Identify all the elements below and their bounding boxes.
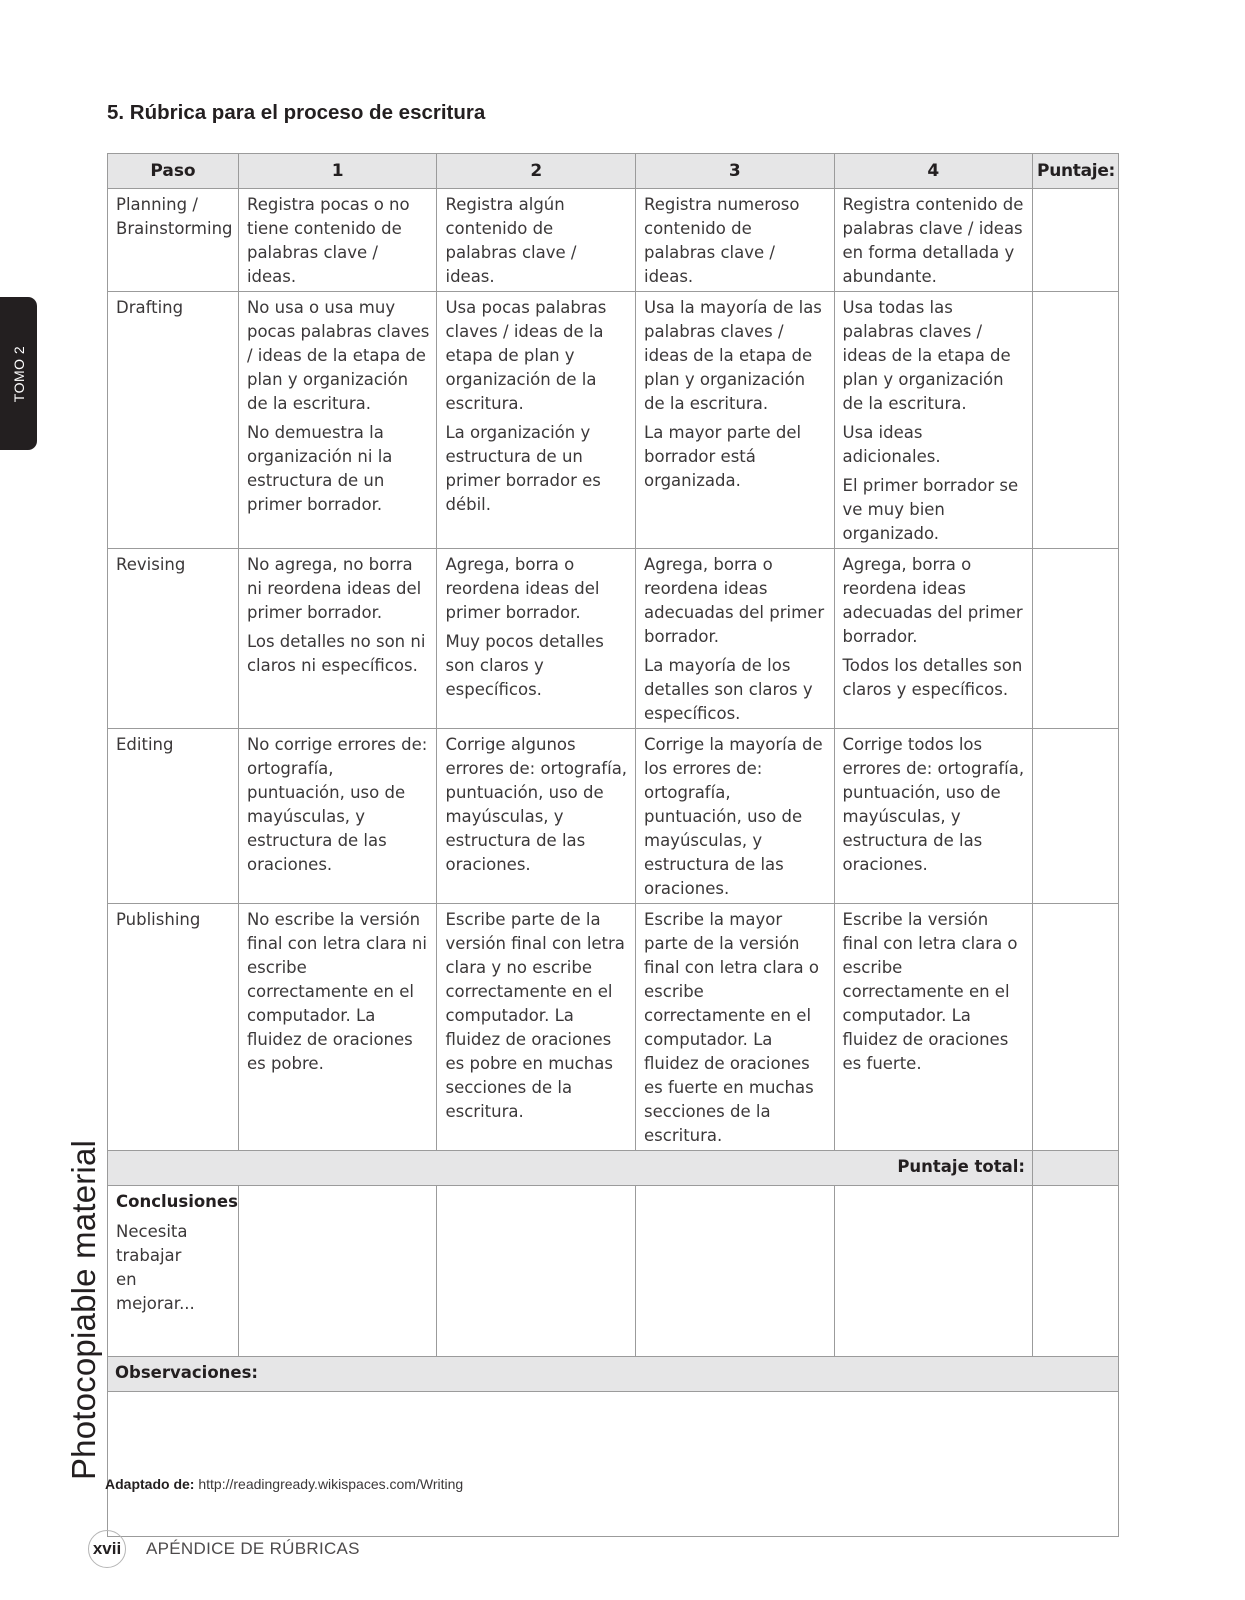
criteria-text: No corrige errores de: ortografía, puntuación, uso de mayúsculas, y estructura de las oraciones. — [246, 735, 428, 874]
criteria-cell — [636, 292, 835, 549]
criteria-text: Corrige todos los errores de: ortografía, puntuación, uso de mayúsculas, y estructura de las oraciones. — [842, 735, 1025, 874]
criteria-text: Corrige algunos errores de: ortografía, puntuación, uso de mayúsculas, y estructura de las oraciones. — [445, 735, 628, 874]
table-row — [108, 904, 1119, 1151]
conclusions-cell — [108, 1186, 239, 1357]
conclusions-blank-cell[interactable] — [1033, 1186, 1119, 1357]
step-cell: Revising — [108, 549, 239, 729]
criteria-cell — [238, 729, 437, 904]
criteria-text: Registra contenido de palabras clave / ideas en forma detallada y abundante. — [842, 195, 1024, 286]
criteria-text: Escribe la versión final con letra clara o escribe correctamente en el computador. La fluidez de oraciones es fuerte. — [842, 910, 1018, 1073]
conclusions-text: Necesita trabajar en mejorar... — [116, 1222, 195, 1313]
photocopiable-label: Photocopiable material — [65, 1139, 102, 1481]
conclusions-blank-cell[interactable] — [238, 1186, 437, 1357]
criteria-cell — [437, 549, 636, 729]
criteria-text: No escribe la versión final con letra clara ni escribe correctamente en el computador. La fluidez de oraciones es pobre. — [246, 910, 427, 1073]
observations-body-row — [108, 1392, 1119, 1537]
writing-process-rubric-table — [107, 153, 1119, 1537]
criteria-cell — [238, 904, 437, 1151]
criteria-text: No demuestra la organización ni la estructura de un primer borrador. — [246, 423, 393, 514]
criteria-cell — [437, 729, 636, 904]
table-row — [108, 292, 1119, 549]
criteria-text: Escribe la mayor parte de la versión final con letra clara o escribe correctamente en el computador. La fluidez de oraciones es fuerte en muchas secciones de la escritura. — [644, 910, 820, 1145]
total-row — [108, 1151, 1119, 1186]
criteria-cell — [834, 292, 1033, 549]
criteria-text: Escribe parte de la versión final con letra clara y no escribe correctamente en el computador. La fluidez de oraciones es pobre en muchas secciones de la escritura. — [445, 910, 625, 1121]
criteria-cell — [238, 292, 437, 549]
header-level-3: 3 — [636, 154, 835, 189]
score-cell[interactable] — [1033, 729, 1119, 904]
score-cell[interactable] — [1033, 189, 1119, 292]
criteria-cell — [437, 292, 636, 549]
criteria-text: No agrega, no borra ni reordena ideas del primer borrador. — [246, 555, 422, 622]
criteria-text: Registra algún contenido de palabras clave / ideas. — [445, 195, 577, 286]
observations-label: Observaciones: — [108, 1357, 1119, 1392]
criteria-text: Usa todas las palabras claves / ideas de la etapa de plan y organización de la escritura. — [842, 298, 1011, 413]
criteria-text: Los detalles no son ni claros ni específicos. — [246, 632, 426, 675]
step-cell: Drafting — [108, 292, 239, 549]
criteria-cell — [636, 904, 835, 1151]
footer-title: APÉNDICE DE RÚBRICAS — [146, 1539, 360, 1558]
criteria-text: La mayor parte del borrador está organizada. — [644, 423, 802, 490]
criteria-text: La mayoría de los detalles son claros y específicos. — [644, 656, 813, 723]
total-label: Puntaje total: — [108, 1151, 1033, 1186]
criteria-cell — [834, 189, 1033, 292]
conclusions-blank-cell[interactable] — [834, 1186, 1033, 1357]
criteria-cell — [238, 549, 437, 729]
observations-header-row — [108, 1357, 1119, 1392]
table-row — [108, 189, 1119, 292]
header-level-2: 2 — [437, 154, 636, 189]
criteria-text: El primer borrador se ve muy bien organizado. — [842, 476, 1019, 543]
source-label: Adaptado de: — [105, 1476, 195, 1492]
header-score: Puntaje: — [1033, 154, 1119, 189]
criteria-text: Agrega, borra o reordena ideas del primer borrador. — [445, 555, 600, 622]
criteria-text: Todos los detalles son claros y específicos. — [842, 656, 1023, 699]
volume-tab-label: TOMO 2 — [10, 345, 27, 402]
criteria-cell — [636, 189, 835, 292]
volume-tab — [0, 297, 37, 450]
criteria-cell — [834, 729, 1033, 904]
header-level-1: 1 — [238, 154, 437, 189]
criteria-text: Muy pocos detalles son claros y específicos. — [445, 632, 604, 699]
page-number: xvii — [88, 1530, 126, 1568]
criteria-text: Usa pocas palabras claves / ideas de la etapa de plan y organización de la escritura. — [445, 298, 607, 413]
score-cell[interactable] — [1033, 292, 1119, 549]
criteria-text: La organización y estructura de un primer borrador es débil. — [445, 423, 601, 514]
header-level-4: 4 — [834, 154, 1033, 189]
criteria-cell — [636, 729, 835, 904]
observations-area[interactable] — [108, 1392, 1119, 1537]
header-row — [108, 154, 1119, 189]
criteria-cell — [834, 904, 1033, 1151]
header-step: Paso — [108, 154, 239, 189]
conclusions-blank-cell[interactable] — [636, 1186, 835, 1357]
conclusions-title: Conclusiones — [116, 1192, 238, 1211]
score-cell[interactable] — [1033, 549, 1119, 729]
criteria-cell — [437, 189, 636, 292]
step-cell: Editing — [108, 729, 239, 904]
criteria-text: Agrega, borra o reordena ideas adecuadas del primer borrador. — [644, 555, 825, 646]
criteria-cell — [238, 189, 437, 292]
criteria-text: Agrega, borra o reordena ideas adecuadas del primer borrador. — [842, 555, 1023, 646]
score-cell[interactable] — [1033, 904, 1119, 1151]
criteria-text: Registra pocas o no tiene contenido de palabras clave / ideas. — [246, 195, 410, 286]
criteria-text: Usa la mayoría de las palabras claves / ideas de la etapa de plan y organización de la escritura. — [644, 298, 822, 413]
source-url: http://readingready.wikispaces.com/Writing — [198, 1476, 464, 1492]
source-note — [105, 1476, 463, 1492]
step-cell: Publishing — [108, 904, 239, 1151]
page-footer — [88, 1530, 360, 1568]
step-cell: Planning / Brainstorming — [108, 189, 239, 292]
criteria-text: Usa ideas adicionales. — [842, 423, 941, 466]
total-score-cell[interactable] — [1033, 1151, 1119, 1186]
conclusions-blank-cell[interactable] — [437, 1186, 636, 1357]
conclusions-row — [108, 1186, 1119, 1357]
criteria-cell — [636, 549, 835, 729]
criteria-cell — [437, 904, 636, 1151]
criteria-text: No usa o usa muy pocas palabras claves / ideas de la etapa de plan y organización de la escritura. — [246, 298, 430, 413]
criteria-text: Registra numeroso contenido de palabras clave / ideas. — [644, 195, 800, 286]
section-title: 5. Rúbrica para el proceso de escritura — [107, 101, 486, 124]
table-row — [108, 729, 1119, 904]
criteria-cell — [834, 549, 1033, 729]
table-row — [108, 549, 1119, 729]
criteria-text: Corrige la mayoría de los errores de: ortografía, puntuación, uso de mayúsculas, y estructura de las oraciones. — [644, 735, 823, 898]
